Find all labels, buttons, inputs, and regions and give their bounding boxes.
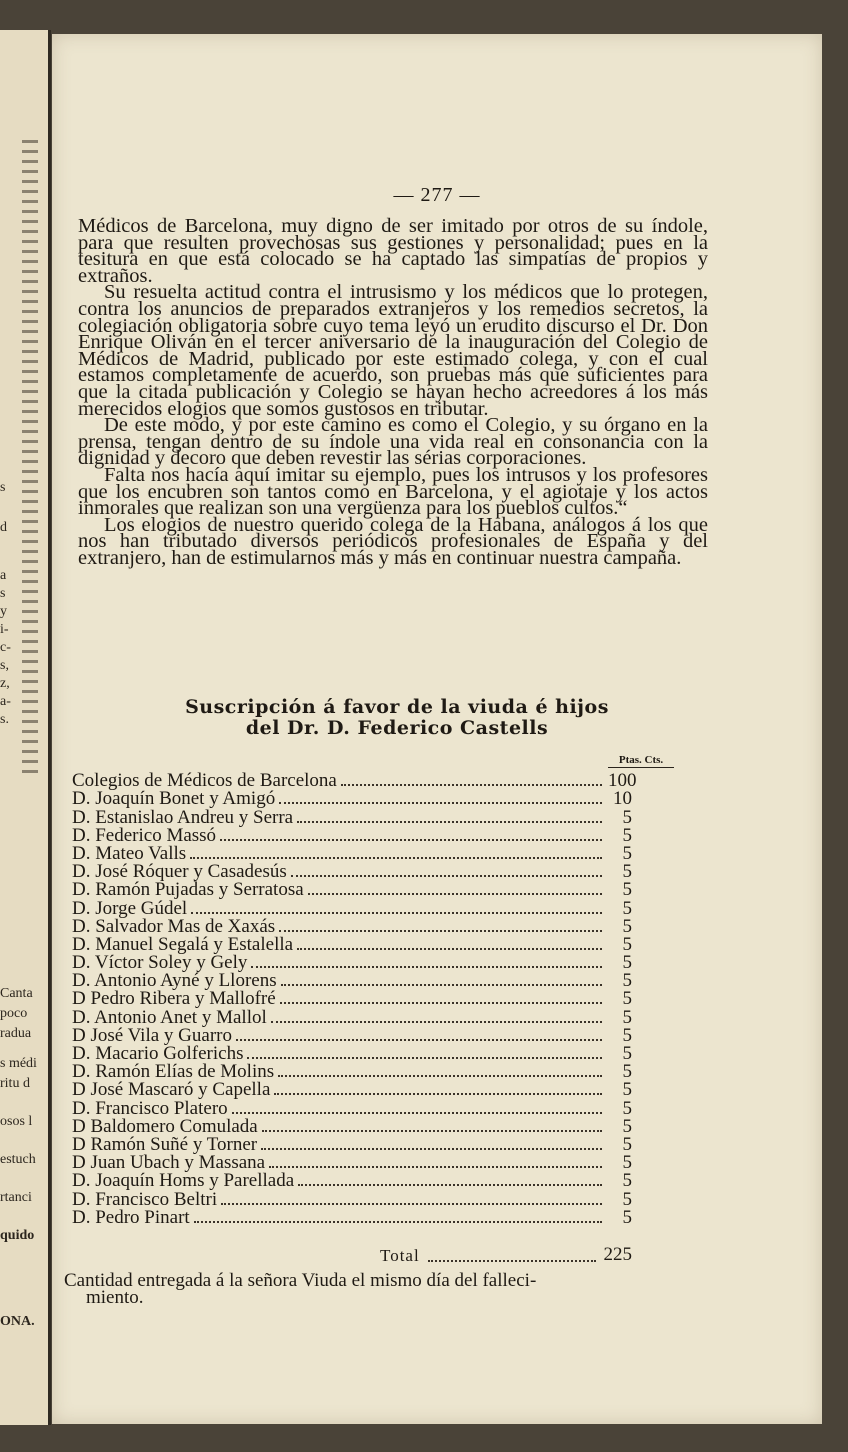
left-fragment: radua [0, 1026, 32, 1041]
paragraph: Su resuelta actitud contra el intrusismo y los médicos que lo protegen, contra los anuncios de preparados extranjeros y los remedios secretos, la colegiación obligatoria sobre cuyo tema leyó un erudito discurso el Dr. Don Enrique Oliván en el tercer aniversario de la inauguración del Colegio de Médicos de Madrid, publicado por este estimado colega, y con el cual estamos completamente de acuerdo, son pruebas más que suficientes para que la citada publicación y Colegio se hayan hecho acreedores á los más merecidos elogios que somos gustosos en tributar. [78, 281, 708, 420]
leader-dots [220, 839, 602, 841]
subscriber-name: D. Manuel Segalá y Estalella [72, 933, 294, 955]
left-fragment: s [0, 480, 6, 495]
subscriber-row [72, 1099, 632, 1117]
left-fragment: ONA. [0, 1314, 35, 1329]
left-fragment: c- [0, 640, 11, 655]
subscriber-name: D José Vila y Guarro [72, 1024, 232, 1046]
footnote-line: miento. [86, 1287, 144, 1308]
left-fragment: y [0, 604, 7, 619]
subscriber-amount: 5 [622, 842, 632, 864]
subscriber-name: D. Federico Massó [72, 824, 217, 846]
subscriber-row [72, 881, 632, 899]
subscription-heading: Suscripción á favor de la viuda é hijos [185, 696, 609, 718]
subscriber-amount: 5 [622, 1006, 632, 1028]
subscriber-row [72, 899, 632, 917]
subscriber-amount: 5 [622, 1133, 632, 1155]
subscriber-amount: 5 [622, 861, 632, 883]
subscriber-amount: 5 [622, 915, 632, 937]
subscriber-name: Colegios de Médicos de Barcelona [72, 770, 337, 792]
subscriber-name: D. Pedro Pinart [72, 1206, 190, 1228]
leader-dots [308, 893, 602, 895]
subscriber-name: D Juan Ubach y Massana [72, 1152, 266, 1174]
left-fragment: ritu d [0, 1076, 30, 1091]
left-fragment: quido [0, 1228, 35, 1243]
left-fragment: osos l [0, 1114, 33, 1129]
leader-dots [191, 912, 602, 914]
leader-dots [297, 821, 602, 823]
total-row [380, 1244, 632, 1266]
left-fragment: s médi [0, 1056, 37, 1071]
subscriber-amount: 5 [622, 1115, 632, 1137]
leader-dots [341, 784, 602, 786]
subscriber-amount: 5 [622, 1097, 632, 1119]
subscriber-list [72, 770, 637, 1228]
paragraph: Los elogios de nuestro querido colega de la Habana, análogos á los que nos han tributado diversos periódicos profesionales de España y del extranjero, han de estimularnos más y más en continuar nuestra campaña. [78, 513, 708, 569]
left-page-edge [0, 30, 51, 1425]
leader-dots [269, 1166, 602, 1168]
leader-dots [298, 1184, 602, 1186]
leader-dots [279, 802, 602, 804]
subscriber-row [72, 1081, 632, 1099]
subscriber-name: D. Ramón Elías de Molins [72, 1061, 275, 1083]
document-page [52, 34, 822, 1424]
subscriber-amount: 5 [622, 1170, 632, 1192]
subscriber-row [72, 808, 632, 826]
left-fragment: rtanci [0, 1190, 32, 1205]
subscriber-amount: 5 [622, 806, 632, 828]
leader-dots [279, 930, 602, 932]
page-number: — 277 — [393, 184, 481, 206]
left-fragment: s [0, 586, 6, 601]
subscriber-row [72, 790, 632, 808]
subscriber-name: D. Joaquín Bonet y Amigó [72, 788, 276, 810]
subscriber-amount: 5 [622, 1079, 632, 1101]
leader-dots [221, 1203, 602, 1205]
left-fragment: s. [0, 712, 9, 727]
subscriber-name: D Pedro Ribera y Mallofré [72, 988, 276, 1010]
subscriber-row [72, 1008, 632, 1026]
subscriber-amount: 5 [622, 952, 632, 974]
subscriber-amount: 5 [622, 970, 632, 992]
leader-dots [297, 948, 602, 950]
left-fragment: a [0, 568, 7, 583]
subscriber-amount: 10 [613, 788, 632, 810]
leader-dots [278, 1075, 602, 1077]
total-label: Total [380, 1246, 420, 1265]
subscriber-amount: 5 [622, 1043, 632, 1064]
subscriber-name: D. Francisco Beltri [72, 1188, 218, 1210]
subscriber-amount: 5 [622, 897, 632, 919]
leader-dots [236, 1039, 602, 1041]
left-fragment: a- [0, 694, 11, 709]
subscriber-amount: 5 [622, 1152, 632, 1174]
body-text [78, 215, 708, 569]
footnote [64, 1272, 664, 1306]
leader-dots [232, 1112, 602, 1114]
paragraph: De este modo, y por este camino es como el Colegio, y su órgano en la prensa, tengan dentro de su índole una vida real en consonancia con la dignidad y decoro que deben revestir las sérias corporaciones. [78, 414, 708, 470]
paragraph: Médicos de Barcelona, muy digno de ser imitado por otros de su índole, para que resulten provechosas sus gestiones y personalidad; pues en la tesitura en que está colocado se ha captado las simpatías de propios y extraños. [78, 215, 708, 287]
left-fragment: z, [0, 676, 10, 691]
subscriber-name: D. Antonio Ayné y Llorens [72, 970, 277, 992]
leader-dots [247, 1057, 602, 1059]
left-fragment: s, [0, 658, 9, 673]
subscriber-name: D. Estanislao Andreu y Serra [72, 806, 294, 828]
subscriber-amount: 5 [622, 1024, 632, 1046]
left-fragment: estuch [0, 1152, 36, 1167]
paragraph: Falta nos hacía aquí imitar su ejemplo, pues los intrusos y los profesores que los encubren son tantos como en Barcelona, y el agiotaje y los actos inmorales que realizan son una vergüenza para los pueblos cultos.“ [78, 463, 708, 520]
subscriber-name: D. Jorge Gúdel [72, 897, 188, 919]
leader-dots [251, 966, 602, 968]
subscriber-name: D José Mascaró y Capella [72, 1079, 271, 1101]
left-fragment: i- [0, 622, 9, 637]
subscriber-amount: 5 [622, 1188, 632, 1210]
footnote-line: Cantidad entregada á la señora Viuda el mismo día del falleci- [64, 1270, 537, 1291]
total-amount: 225 [603, 1244, 632, 1265]
subscriber-amount: 5 [622, 1061, 632, 1083]
leader-dots [190, 857, 602, 859]
subscriber-name: D. Antonio Anet y Mallol [72, 1006, 267, 1028]
subscriber-name: D. Víctor Soley y Gely [72, 952, 248, 974]
subscriber-row [72, 1190, 632, 1208]
left-fragment: poco [0, 1006, 28, 1021]
subscriber-name: D. Ramón Pujadas y Serratosa [72, 879, 304, 901]
subscriber-name: D Ramón Suñé y Torner [72, 1133, 258, 1155]
subscriber-name: D Baldomero Comulada [72, 1115, 258, 1137]
subscriber-name: D. Salvador Mas de Xaxás [72, 915, 276, 937]
leader-dots [280, 1002, 602, 1004]
subscriber-amount: 5 [622, 1206, 632, 1228]
leader-dots [274, 1093, 602, 1095]
subscriber-row [72, 915, 632, 937]
leader-dots [262, 1130, 602, 1132]
leader-dots [291, 875, 602, 877]
subscriber-amount: 5 [622, 988, 632, 1010]
subscriber-name: D. Mateo Valls [72, 842, 187, 864]
subscriber-row [72, 1172, 632, 1190]
column-header: Ptas. Cts. [608, 754, 674, 768]
subscriber-row [72, 1206, 632, 1228]
subscriber-amount: 5 [622, 824, 632, 846]
left-fragment: Canta [0, 986, 33, 1001]
subscriber-amount: 100 [608, 770, 637, 792]
leader-dots [428, 1260, 596, 1262]
leader-dots [271, 1021, 602, 1023]
subscriber-amount: 5 [622, 879, 632, 901]
left-fragment: d [0, 520, 7, 535]
subscriber-name: D. Joaquín Homs y Parellada [72, 1170, 295, 1192]
subscriber-row [72, 990, 632, 1008]
subscriber-name: D. Macario Golferichs [72, 1043, 244, 1064]
leader-dots [261, 1148, 602, 1150]
subscriber-name: D. José Róquer y Casadesús [72, 861, 287, 883]
leader-dots [281, 984, 602, 986]
subscriber-amount: 5 [622, 933, 632, 955]
subscriber-name: D. Francisco Platero [72, 1097, 228, 1119]
leader-dots [194, 1221, 602, 1223]
subscription-heading-line2: del Dr. D. Federico Castells [245, 717, 549, 739]
